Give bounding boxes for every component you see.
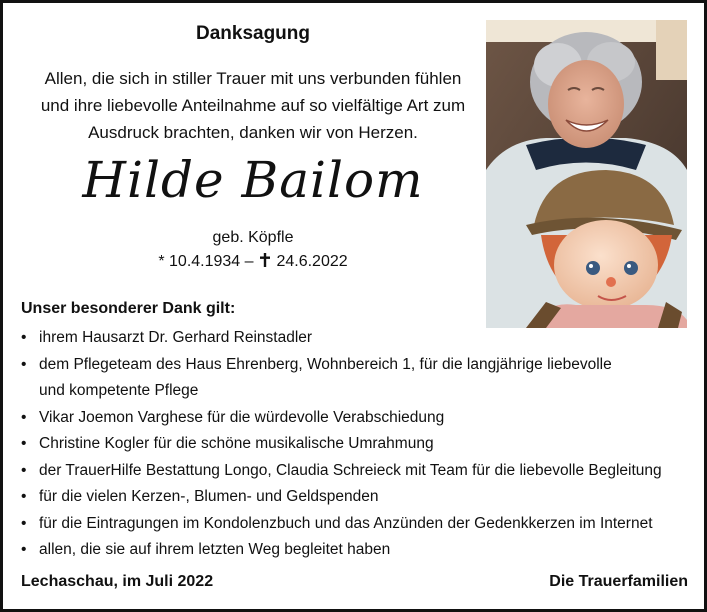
thanks-item-line: der TrauerHilfe Bestattung Longo, Claudia Schreieck mit Team für die liebevolle Begleitung — [39, 461, 662, 479]
portrait-photo — [486, 20, 687, 328]
thanks-item-line: ihrem Hausarzt Dr. Gerhard Reinstadler — [39, 329, 313, 346]
notice-heading: Danksagung — [195, 23, 311, 44]
birth-name: geb. Köpfle — [212, 229, 294, 246]
thanks-item — [21, 352, 701, 405]
thanks-item — [21, 511, 701, 538]
thanks-item-line: und kompetente Pflege — [39, 382, 199, 399]
bullet-icon: • — [21, 408, 27, 426]
thanks-item — [21, 431, 701, 458]
thanks-item — [21, 325, 701, 352]
thanks-item-line: allen, die sie auf ihrem letzten Weg begleitet haben — [39, 541, 391, 558]
cross-icon — [260, 253, 270, 267]
bullet-icon: • — [21, 514, 27, 532]
thanks-item — [21, 458, 701, 485]
intro-line: und ihre liebevolle Anteilnahme auf so vielfältige Art zum — [40, 96, 466, 115]
thanks-list — [21, 325, 701, 564]
bullet-icon: • — [21, 541, 27, 558]
intro-text — [23, 65, 483, 146]
thanks-item-line: Christine Kogler für die schöne musikalische Umrahmung — [39, 435, 434, 452]
thanks-item — [21, 537, 701, 564]
thanks-item-line: Vikar Joemon Varghese für die würdevolle Verabschiedung — [39, 408, 445, 426]
bullet-icon: • — [21, 488, 27, 505]
thanks-item — [21, 405, 701, 432]
thanks-heading: Unser besonderer Dank gilt: — [21, 300, 236, 317]
bullet-icon: • — [21, 355, 27, 373]
deceased-name: Hilde Bailom — [82, 151, 424, 209]
thanks-item-line: für die vielen Kerzen-, Blumen- und Geldspenden — [39, 488, 379, 505]
signature: Die Trauerfamilien — [549, 573, 688, 590]
death-date: 24.6.2022 — [276, 253, 348, 270]
intro-line: Allen, die sich in stiller Trauer mit uns verbunden fühlen — [44, 69, 462, 88]
place-and-date: Lechaschau, im Juli 2022 — [21, 573, 214, 590]
thanks-item — [21, 484, 701, 511]
bullet-icon: • — [21, 435, 27, 452]
birth-date: * 10.4.1934 – — [158, 253, 254, 270]
bullet-icon: • — [21, 329, 27, 346]
thanks-item-line: dem Pflegeteam des Haus Ehrenberg, Wohnbereich 1, für die langjährige liebevolle — [39, 355, 612, 373]
life-dates — [23, 253, 483, 271]
bullet-icon: • — [21, 461, 27, 479]
thanks-item-line: für die Eintragungen im Kondolenzbuch und das Anzünden der Gedenkkerzen im Internet — [39, 514, 653, 532]
intro-line: Ausdruck brachten, danken wir von Herzen. — [88, 123, 418, 142]
